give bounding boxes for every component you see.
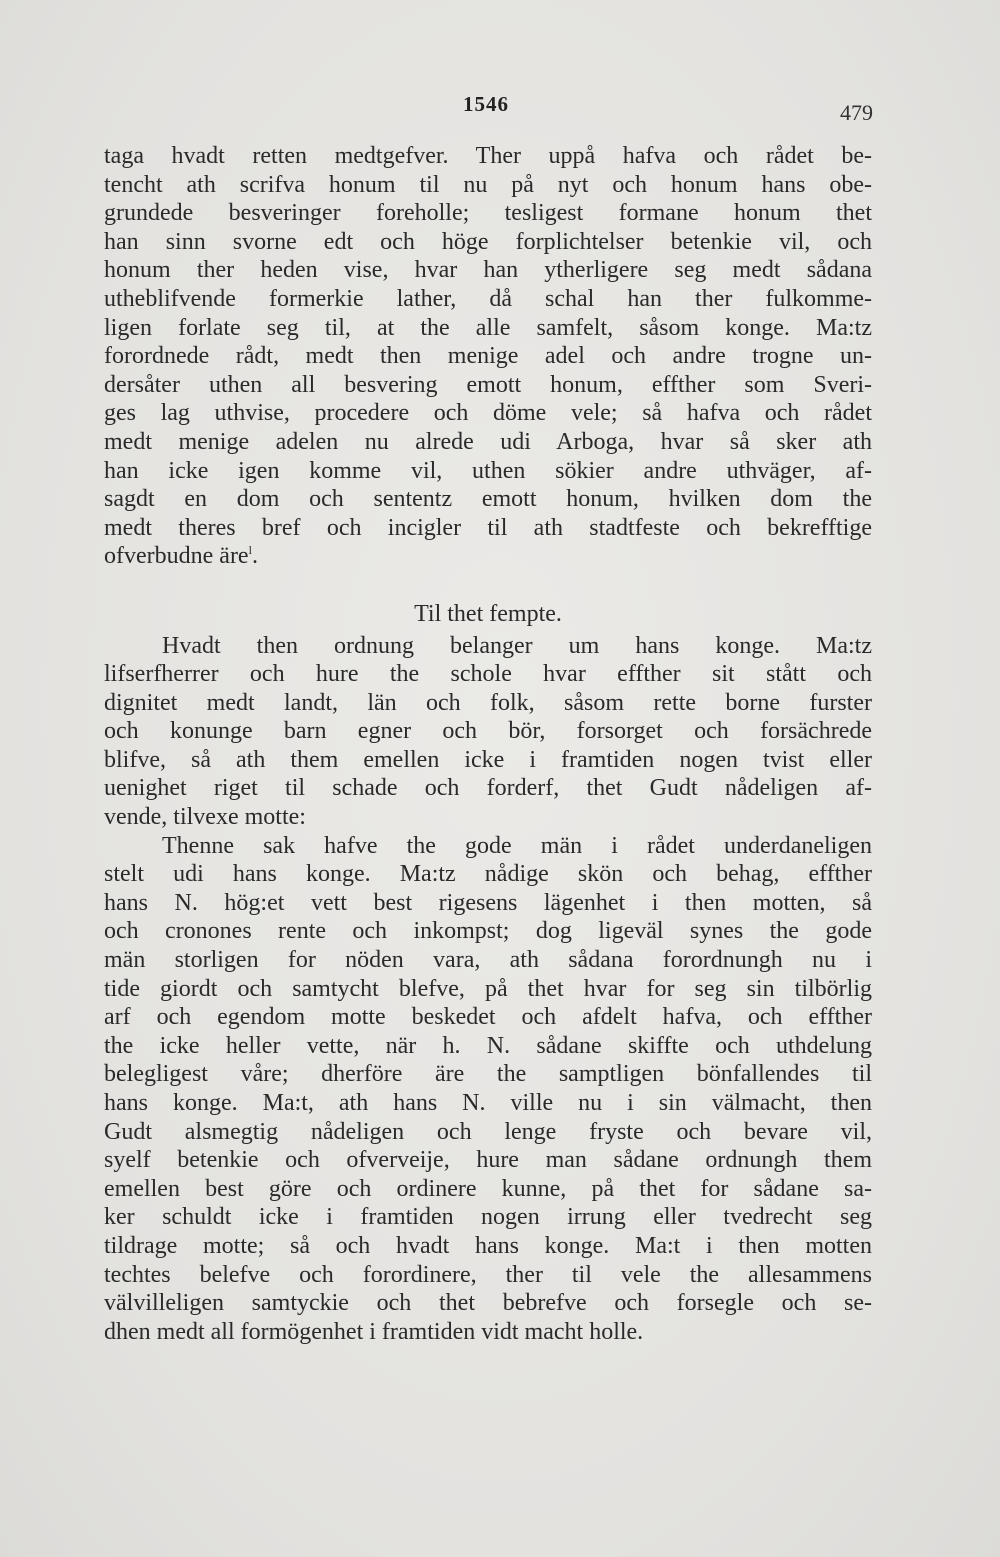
paragraph-3 xyxy=(104,832,872,1347)
text-line: Thenne sak hafve the gode män i rådet underdaneligen xyxy=(162,832,872,859)
text-line: stelt udi hans konge. Ma:tz nådige skön och behag, effther xyxy=(104,861,872,888)
text-line: forordnede rådt, medt then menige adel och andre trogne un- xyxy=(104,343,872,370)
text-line: sagdt en dom och sententz emott honum, hvilken dom the xyxy=(104,486,872,513)
text-line: välvilleligen samtyckie och thet bebrefve och forsegle och se- xyxy=(104,1290,872,1317)
body-text xyxy=(104,142,872,1346)
text-line: blifve, så ath them emellen icke i framtiden nogen tvist eller xyxy=(104,746,872,773)
text-line: han icke igen komme vil, uthen sökier andre uthväger, af- xyxy=(104,457,872,484)
page-header xyxy=(0,92,1000,132)
text-line: ligen forlate seg til, at the alle samfelt, såsom konge. Ma:tz xyxy=(104,314,872,341)
text-line: ges lag uthvise, procedere och döme vele; så hafva och rådet xyxy=(104,400,872,427)
paragraph-1 xyxy=(104,142,872,542)
text-line: the icke heller vette, när h. N. sådane skiffte och uthdelung xyxy=(104,1032,872,1059)
running-head-year: 1546 xyxy=(463,92,509,116)
text-line: vende, tilvexe motte: xyxy=(104,804,306,831)
text-line: uenighet riget til schade och forderf, thet Gudt nådeligen af- xyxy=(104,775,872,802)
text-line: utheblifvende formerkie lather, då schal han ther fulkomme- xyxy=(104,285,872,312)
text-line: belegligest våre; dherföre äre the samptligen bönfallendes til xyxy=(104,1061,872,1088)
text-line: han sinn svorne edt och höge forplichtelser betenkie vil, och xyxy=(104,228,872,255)
text-line: medt theres bref och incigler til ath stadtfeste och bekrefftige xyxy=(104,514,872,541)
text-line: lifserfherrer och hure the schole hvar effther sit stått och xyxy=(104,661,872,688)
text-line: taga hvadt retten medtgefver. Ther uppå hafva och rådet be- xyxy=(104,143,872,169)
text-line: och konunge barn egner och bör, forsorget och forsächrede xyxy=(104,718,872,745)
text-line: män storligen for nöden vara, ath sådana forordnungh nu i xyxy=(104,947,872,974)
text-line: arf och egendom motte beskedet och afdelt hafva, och effther xyxy=(104,1004,872,1031)
text-line: hans konge. Ma:t, ath hans N. ville nu i sin välmacht, then xyxy=(104,1090,872,1116)
text-line: syelf betenkie och ofverveije, hure man sådane ordnungh them xyxy=(104,1147,872,1174)
text-line: grundede besveringer foreholle; tesligest formane honum thet xyxy=(104,200,872,227)
paragraph-1-last-line xyxy=(104,542,872,571)
text-line: Hvadt then ordnung belanger um hans konge. Ma:tz xyxy=(162,632,872,659)
footnote-marker: l xyxy=(248,543,252,558)
section-heading: Til thet fempte. xyxy=(414,600,562,627)
paragraph-1-end-punctuation: . xyxy=(251,543,258,570)
text-line: tide giordt och samtycht blefve, på thet hvar for seg sin tilbörlig xyxy=(104,975,872,1002)
text-line: emellen best göre och ordinere kunne, på thet for sådane sa- xyxy=(104,1175,872,1202)
text-line: och cronones rente och inkompst; dog ligeväl synes the gode xyxy=(104,918,872,945)
text-line: medt menige adelen nu alrede udi Arboga, hvar så sker ath xyxy=(104,428,872,455)
paragraph-2 xyxy=(104,632,872,832)
text-line: ker schuldt icke i framtiden nogen irrung eller tvedrecht seg xyxy=(104,1204,872,1231)
text-line: hans N. hög:et vett best rigesens lägenhet i then motten, så xyxy=(104,889,872,916)
text-line: dersåter uthen all besvering emott honum, effther som Sveri- xyxy=(104,371,872,398)
text-line: tencht ath scrifva honum til nu på nyt och honum hans obe- xyxy=(104,171,872,198)
text-line: techtes belefve och forordinere, ther til vele the allesammens xyxy=(104,1261,872,1288)
text-line: honum ther heden vise, hvar han ytherligere seg medt sådana xyxy=(104,257,872,284)
text-line: Gudt alsmegtig nådeligen och lenge fryste och bevare vil, xyxy=(104,1118,872,1145)
text-line: dignitet medt landt, län och folk, såsom rette borne furster xyxy=(104,689,872,716)
text-line: dhen medt all formögenhet i framtiden vidt macht holle. xyxy=(104,1318,644,1345)
page-number: 479 xyxy=(840,100,873,125)
text-line: tildrage motte; så och hvadt hans konge. Ma:t i then motten xyxy=(104,1232,872,1259)
paragraph-1-last-words: ofverbudne äre xyxy=(104,543,249,570)
